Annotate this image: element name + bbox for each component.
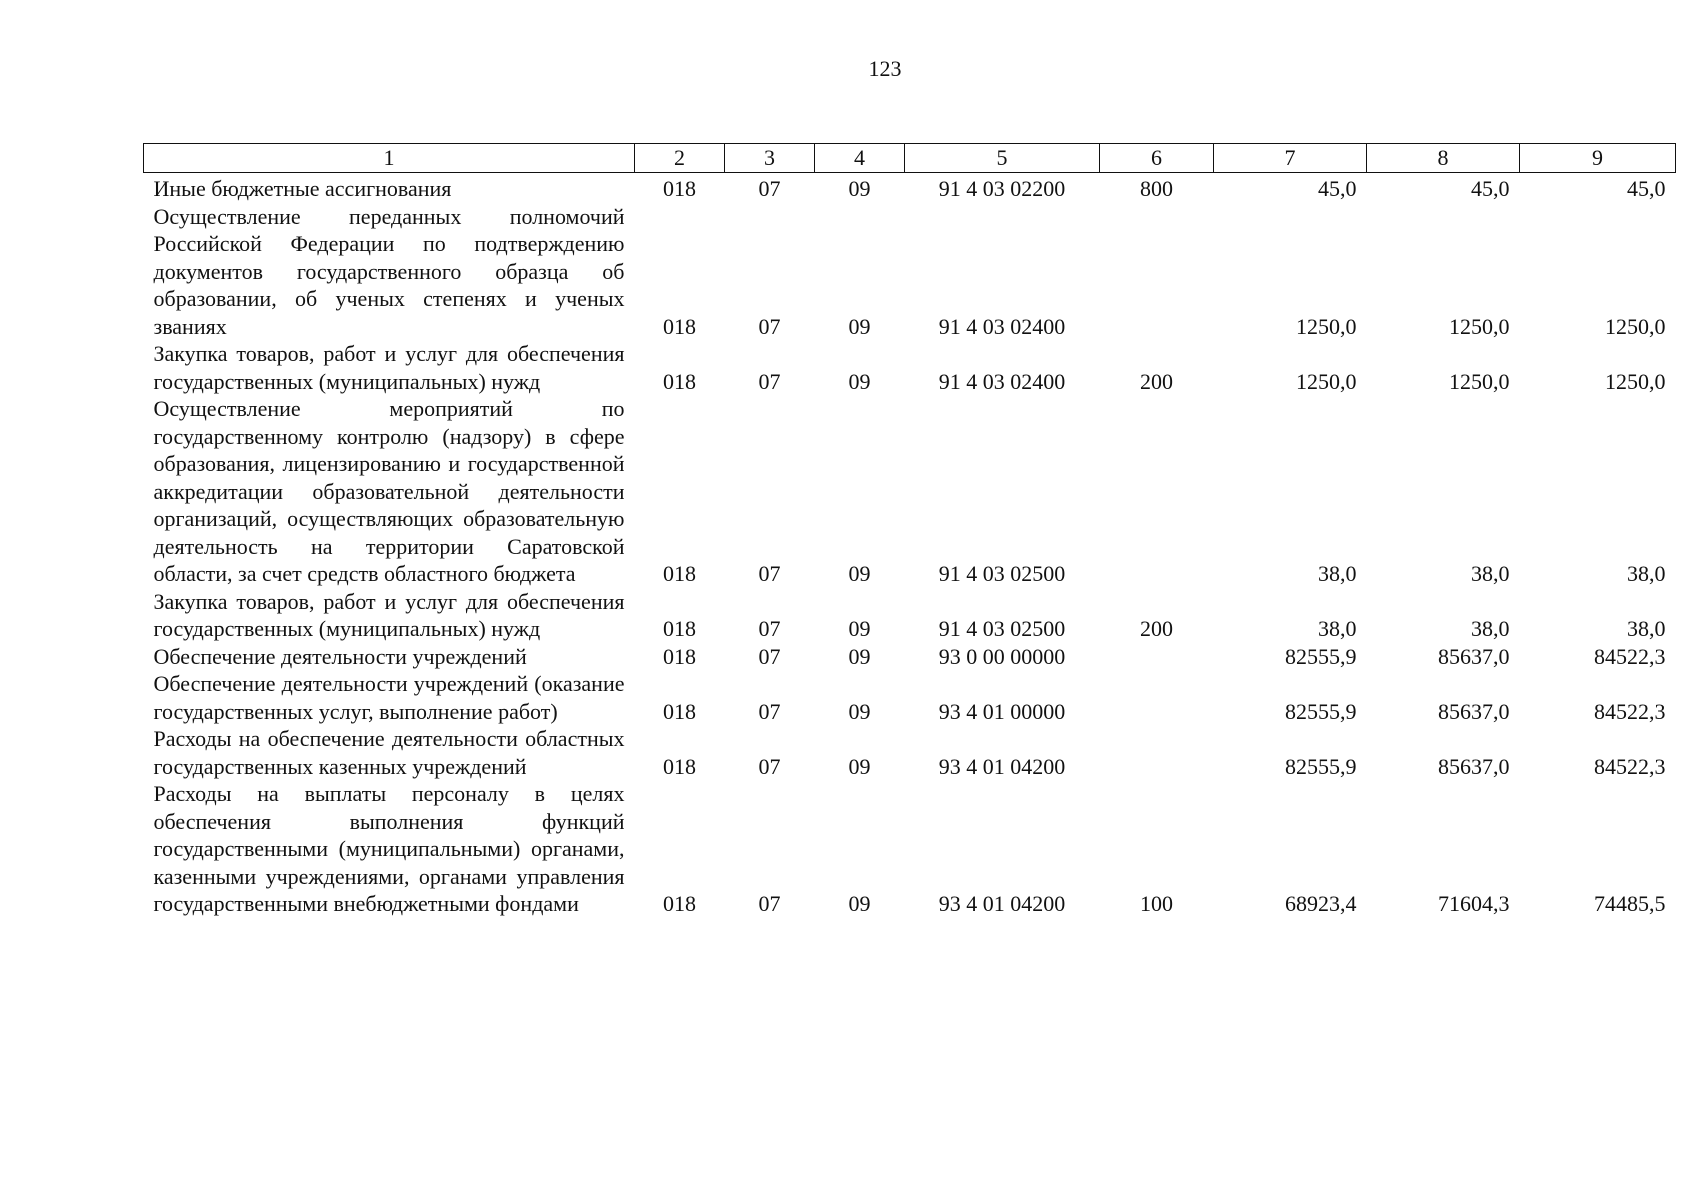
header-col-9: 9 [1520, 144, 1676, 173]
row-amount-col7: 1250,0 [1296, 368, 1357, 394]
row-amount-col8: 1250,0 [1449, 313, 1510, 339]
row-expense-type: 100 [1140, 891, 1173, 916]
row-ministry-code: 018 [663, 891, 696, 916]
row-ministry-code: 018 [663, 643, 696, 669]
row-ministry-code: 018 [663, 753, 696, 779]
row-amount-col9: 38,0 [1627, 561, 1666, 586]
row-target-article: 93 4 01 04200 [938, 753, 1066, 779]
table-header [144, 144, 1676, 173]
row-amount-col9: 84522,3 [1594, 698, 1666, 724]
row-name: Закупка товаров, работ и услуг для обеспечения государственных (муниципальных) нужд [153, 588, 625, 641]
table-row [144, 395, 1676, 588]
row-amount-col7: 82555,9 [1285, 643, 1357, 669]
table-row [144, 725, 1676, 780]
row-section-code: 07 [758, 368, 781, 394]
row-section-code: 07 [758, 643, 781, 669]
row-name: Закупка товаров, работ и услуг для обеспечения государственных (муниципальных) нужд [153, 341, 625, 394]
table-row [144, 340, 1676, 395]
header-col-3: 3 [725, 144, 815, 173]
row-ministry-code: 018 [663, 313, 696, 339]
row-amount-col8: 71604,3 [1438, 891, 1510, 916]
header-col-5: 5 [905, 144, 1100, 173]
row-expense-type: 800 [1140, 176, 1173, 201]
row-expense-type [1100, 395, 1214, 588]
header-col-8: 8 [1367, 144, 1520, 173]
row-amount-col9: 84522,3 [1594, 753, 1666, 779]
header-col-1: 1 [144, 144, 635, 173]
header-col-2: 2 [635, 144, 725, 173]
row-amount-col7: 68923,4 [1285, 891, 1357, 916]
page-number: 123 [868, 56, 902, 81]
row-target-article: 91 4 03 02400 [938, 313, 1066, 339]
row-section-code: 07 [758, 561, 781, 586]
table-row [144, 780, 1676, 918]
row-amount-col9: 84522,3 [1594, 643, 1666, 669]
row-amount-col9: 1250,0 [1605, 368, 1666, 394]
row-name: Иные бюджетные ассигнования [153, 176, 452, 201]
row-subsection-code: 09 [848, 616, 871, 641]
row-expense-type [1100, 203, 1214, 341]
row-amount-col7: 45,0 [1318, 176, 1357, 201]
row-subsection-code: 09 [848, 643, 871, 669]
row-section-code: 07 [758, 891, 781, 916]
table-row [144, 173, 1676, 203]
table-row [144, 643, 1676, 671]
row-target-article: 93 4 01 00000 [938, 698, 1066, 724]
row-amount-col7: 82555,9 [1285, 698, 1357, 724]
row-amount-col8: 38,0 [1471, 616, 1510, 641]
header-col-6: 6 [1100, 144, 1214, 173]
row-amount-col9: 45,0 [1627, 176, 1666, 201]
header-col-7: 7 [1214, 144, 1367, 173]
row-amount-col8: 85637,0 [1438, 753, 1510, 779]
row-target-article: 91 4 03 02400 [938, 368, 1066, 394]
row-amount-col9: 38,0 [1627, 616, 1666, 641]
table-row [144, 588, 1676, 643]
row-subsection-code: 09 [848, 368, 871, 394]
row-name: Обеспечение деятельности учреждений (оказание государственных услуг, выполнение работ) [153, 671, 625, 724]
table-row [144, 670, 1676, 725]
row-amount-col7: 38,0 [1318, 616, 1357, 641]
table-row [144, 203, 1676, 341]
row-name: Обеспечение деятельности учреждений [153, 643, 527, 669]
row-ministry-code: 018 [663, 616, 696, 641]
row-subsection-code: 09 [848, 561, 871, 586]
header-col-4: 4 [815, 144, 905, 173]
row-target-article: 91 4 03 02500 [938, 561, 1066, 586]
row-expense-type [1100, 725, 1214, 780]
header-row [144, 144, 1676, 173]
row-target-article: 91 4 03 02200 [938, 176, 1066, 201]
row-target-article: 91 4 03 02500 [938, 616, 1066, 641]
row-subsection-code: 09 [848, 891, 871, 916]
row-subsection-code: 09 [848, 176, 871, 201]
row-amount-col8: 85637,0 [1438, 698, 1510, 724]
row-ministry-code: 018 [663, 561, 696, 586]
row-subsection-code: 09 [848, 753, 871, 779]
budget-table [143, 143, 1676, 918]
row-amount-col7: 82555,9 [1285, 753, 1357, 779]
row-amount-col8: 1250,0 [1449, 368, 1510, 394]
row-amount-col8: 45,0 [1471, 176, 1510, 201]
row-name: Осуществление переданных полномочий Российской Федерации по подтверждению документов государственного образца об образовании, об ученых степенях и ученых званиях [153, 203, 625, 339]
row-amount-col7: 1250,0 [1296, 313, 1357, 339]
table-body [144, 173, 1676, 918]
row-name: Осуществление мероприятий по государственному контролю (надзору) в сфере образования, лицензированию и государственной аккредитации образовательной деятельности организаций, осуществляющих образовательную деятельность на территории Саратовской области, за счет средств областного бюджета [153, 396, 625, 586]
row-name: Расходы на выплаты персоналу в целях обеспечения выполнения функций государственными (муниципальными) органами, казенными учреждениями, органами управления государственными внебюджетными фондами [153, 781, 625, 916]
row-subsection-code: 09 [848, 698, 871, 724]
row-amount-col8: 38,0 [1471, 561, 1510, 586]
row-ministry-code: 018 [663, 176, 696, 201]
row-expense-type [1100, 643, 1214, 671]
row-name: Расходы на обеспечение деятельности областных государственных казенных учреждений [153, 726, 625, 779]
row-amount-col9: 74485,5 [1594, 891, 1666, 916]
row-section-code: 07 [758, 616, 781, 641]
row-amount-col7: 38,0 [1318, 561, 1357, 586]
row-expense-type: 200 [1140, 368, 1173, 394]
row-section-code: 07 [758, 698, 781, 724]
row-target-article: 93 4 01 04200 [938, 891, 1066, 916]
row-subsection-code: 09 [848, 313, 871, 339]
row-ministry-code: 018 [663, 698, 696, 724]
row-section-code: 07 [758, 753, 781, 779]
row-amount-col9: 1250,0 [1605, 313, 1666, 339]
row-ministry-code: 018 [663, 368, 696, 394]
row-section-code: 07 [758, 313, 781, 339]
row-expense-type: 200 [1140, 616, 1173, 641]
row-section-code: 07 [758, 176, 781, 201]
row-target-article: 93 0 00 00000 [938, 643, 1066, 669]
row-expense-type [1100, 670, 1214, 725]
row-amount-col8: 85637,0 [1438, 643, 1510, 669]
